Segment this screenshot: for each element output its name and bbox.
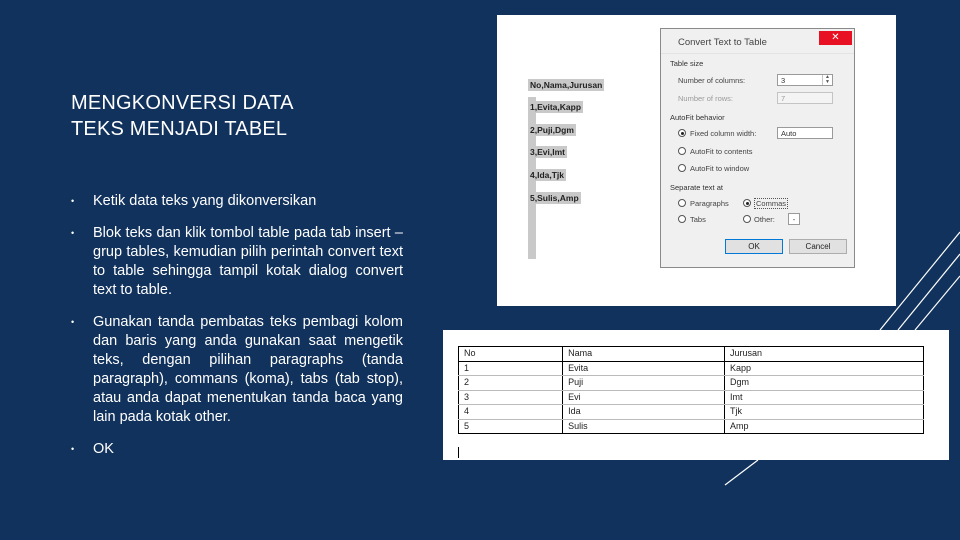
bullet-list: [70, 192, 403, 472]
table-cell: Dgm: [725, 376, 924, 391]
num-columns-value: 3: [781, 76, 786, 85]
table-cell: 3: [459, 390, 563, 405]
table-cell: 5: [459, 419, 563, 434]
table-header-row: [459, 347, 924, 362]
table-cell: 2: [459, 376, 563, 391]
fixed-width-value: Auto: [781, 129, 797, 138]
tabs-label[interactable]: Tabs: [690, 215, 706, 224]
num-rows-label: Number of rows:: [678, 94, 734, 103]
table-size-heading: Table size: [670, 59, 704, 68]
cancel-button[interactable]: Cancel: [789, 239, 847, 254]
text-cursor: [458, 447, 459, 458]
other-label[interactable]: Other:: [754, 215, 775, 224]
bullet-text: Gunakan tanda pembatas teks pembagi kolom dan baris yang anda gunakan saat mengetik teks, dengan pilihan paragraphs (tanda paragraph), commans (koma), tabs (tab stop), atau anda dapat menentukan tanda baca yang lain pada kotak other.: [93, 314, 403, 425]
paragraphs-label[interactable]: Paragraphs: [690, 199, 729, 208]
other-radio[interactable]: [743, 215, 751, 223]
table-header-cell: No: [459, 347, 563, 362]
num-rows-value: 7: [781, 94, 786, 103]
fixed-width-spinner[interactable]: [777, 127, 833, 139]
bullet-text: Ketik data teks yang dikonversikan: [93, 193, 317, 209]
selected-text-line: 4,Ida,Tjk: [530, 170, 565, 180]
bullet-dot: •: [71, 228, 75, 238]
table-cell: Evi: [563, 390, 725, 405]
selected-text-line: 1,Evita,Kapp: [530, 102, 582, 112]
table-row: [459, 419, 924, 434]
deco-line-3: [915, 276, 960, 330]
dialog-close-button[interactable]: ✕: [819, 31, 852, 45]
bullet-item: [70, 440, 403, 459]
paragraphs-radio[interactable]: [678, 199, 686, 207]
commas-radio[interactable]: [743, 199, 751, 207]
table-row: [459, 361, 924, 376]
deco-line-4: [725, 460, 758, 485]
slide-title: MENGKONVERSI DATA TEKS MENJADI TABEL: [71, 92, 294, 140]
ok-button[interactable]: OK: [725, 239, 783, 254]
table-row: [459, 405, 924, 420]
other-input[interactable]: -: [788, 213, 800, 225]
result-table-screenshot: [443, 330, 949, 460]
bullet-item: [70, 313, 403, 427]
bullet-item: [70, 224, 403, 300]
autofit-contents-label[interactable]: AutoFit to contents: [690, 147, 753, 156]
bullet-text: OK: [93, 441, 114, 457]
table-cell: 4: [459, 405, 563, 420]
table-row: [459, 390, 924, 405]
dialog-divider: [661, 53, 854, 54]
convert-dialog-screenshot: [497, 15, 896, 306]
bullet-dot: •: [71, 444, 75, 454]
separate-text-heading: Separate text at: [670, 183, 723, 192]
commas-label[interactable]: Commas: [756, 199, 787, 208]
autofit-heading: AutoFit behavior: [670, 113, 725, 122]
spin-down-icon[interactable]: ▼: [825, 79, 830, 85]
table-cell: 1: [459, 361, 563, 376]
selected-text-line: No,Nama,Jurusan: [530, 80, 603, 90]
fixed-width-radio[interactable]: [678, 129, 686, 137]
selected-text-line: 5,Sulis,Amp: [530, 193, 579, 203]
table-cell: Tjk: [725, 405, 924, 420]
table-cell: Imt: [725, 390, 924, 405]
autofit-window-radio[interactable]: [678, 164, 686, 172]
deco-line-2: [898, 254, 960, 330]
result-table: [458, 346, 924, 434]
table-header-cell: Nama: [563, 347, 725, 362]
fixed-width-label[interactable]: Fixed column width:: [690, 129, 757, 138]
table-cell: Ida: [563, 405, 725, 420]
tabs-radio[interactable]: [678, 215, 686, 223]
autofit-contents-radio[interactable]: [678, 147, 686, 155]
table-cell: Puji: [563, 376, 725, 391]
dialog-title: Convert Text to Table: [678, 37, 767, 48]
table-row: [459, 376, 924, 391]
num-columns-spinner[interactable]: [777, 74, 833, 86]
table-header-cell: Jurusan: [725, 347, 924, 362]
num-columns-label: Number of columns:: [678, 76, 746, 85]
table-cell: Evita: [563, 361, 725, 376]
spinner-arrows[interactable]: [822, 75, 832, 85]
table-cell: Kapp: [725, 361, 924, 376]
bullet-dot: •: [71, 196, 75, 206]
bullet-text: Blok teks dan klik tombol table pada tab insert – grup tables, kemudian pilih perintah convert text to table sehingga tampil kotak dialog convert text to table.: [93, 225, 403, 298]
selected-text-line: 2,Puji,Dgm: [530, 125, 574, 135]
table-cell: Amp: [725, 419, 924, 434]
spin-up-icon[interactable]: ▲: [825, 74, 830, 80]
convert-text-to-table-dialog: [660, 28, 855, 268]
selected-text-line: 3,Evi,Imt: [530, 147, 565, 157]
bullet-dot: •: [71, 317, 75, 327]
num-rows-spinner: [777, 92, 833, 104]
table-cell: Sulis: [563, 419, 725, 434]
bullet-item: [70, 192, 403, 211]
autofit-window-label[interactable]: AutoFit to window: [690, 164, 750, 173]
